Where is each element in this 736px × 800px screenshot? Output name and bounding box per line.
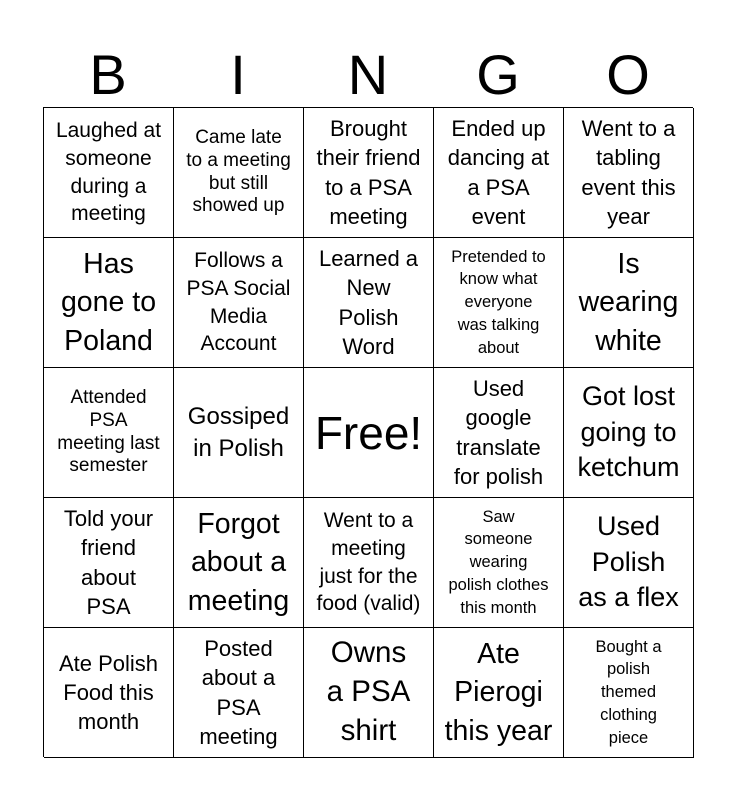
- bingo-cell-r2c1[interactable]: [44, 238, 174, 368]
- bingo-board: [43, 107, 693, 757]
- cell-text: Went to a tabling event this year: [581, 116, 676, 229]
- cell-text: Posted about a PSA meeting: [199, 636, 278, 749]
- bingo-cell-free[interactable]: [304, 368, 434, 498]
- cell-text: Forgot about a meeting: [187, 508, 290, 617]
- cell-text: Used Polish as a flex: [578, 511, 679, 613]
- bingo-cell-r4c4[interactable]: [434, 498, 564, 628]
- cell-text: Is wearing white: [578, 248, 679, 357]
- bingo-cell-r1c3[interactable]: [304, 108, 434, 238]
- bingo-cell-r2c2[interactable]: [174, 238, 304, 368]
- cell-text: Bought a polish themed clothing piece: [595, 637, 662, 747]
- bingo-cell-r4c1[interactable]: [44, 498, 174, 628]
- cell-text: Ended up dancing at a PSA event: [447, 116, 550, 229]
- bingo-cell-r3c2[interactable]: [174, 368, 304, 498]
- cell-text: Saw someone wearing polish clothes this month: [448, 507, 549, 617]
- cell-text: Follows a PSA Social Media Account: [186, 248, 291, 356]
- bingo-cell-r4c3[interactable]: [304, 498, 434, 628]
- cell-text: Told your friend about PSA: [63, 506, 154, 619]
- bingo-cell-r3c5[interactable]: [564, 368, 694, 498]
- cell-text: Used google translate for polish: [453, 376, 544, 489]
- cell-text: Laughed at someone during a meeting: [55, 118, 162, 226]
- bingo-cell-r5c2[interactable]: [174, 628, 304, 758]
- bingo-cell-r2c3[interactable]: [304, 238, 434, 368]
- header-letter-i: I: [230, 43, 246, 106]
- cell-text: Gossiped in Polish: [187, 402, 290, 462]
- header-letter-b: B: [89, 43, 127, 106]
- cell-text: Got lost going to ketchum: [577, 381, 680, 483]
- bingo-cell-r2c5[interactable]: [564, 238, 694, 368]
- cell-text: Owns a PSA shirt: [326, 636, 411, 747]
- bingo-cell-r4c5[interactable]: [564, 498, 694, 628]
- cell-text: Came late to a meeting but still showed up: [186, 126, 291, 217]
- bingo-cell-r3c4[interactable]: [434, 368, 564, 498]
- cell-text: Brought their friend to a PSA meeting: [316, 116, 421, 229]
- bingo-cell-r5c1[interactable]: [44, 628, 174, 758]
- cell-text: Attended PSA meeting last semester: [57, 386, 160, 477]
- bingo-cell-r5c5[interactable]: [564, 628, 694, 758]
- header-letter-n: N: [347, 43, 389, 106]
- cell-text: Has gone to Poland: [60, 248, 157, 357]
- bingo-cell-r5c4[interactable]: [434, 628, 564, 758]
- header-letter-g: G: [476, 43, 520, 106]
- bingo-cell-r5c3[interactable]: [304, 628, 434, 758]
- bingo-cell-r1c5[interactable]: [564, 108, 694, 238]
- bingo-cell-r1c2[interactable]: [174, 108, 304, 238]
- bingo-cell-r3c1[interactable]: [44, 368, 174, 498]
- bingo-header: [43, 40, 693, 110]
- cell-text: Pretended to know what everyone was talking about: [451, 247, 546, 357]
- bingo-cell-r1c1[interactable]: [44, 108, 174, 238]
- cell-text: Learned a New Polish Word: [318, 246, 419, 359]
- bingo-cell-r1c4[interactable]: [434, 108, 564, 238]
- bingo-cell-r4c2[interactable]: [174, 498, 304, 628]
- header-letter-o: O: [606, 43, 650, 106]
- free-space-text: Free!: [314, 406, 423, 459]
- cell-text: Ate Pierogi this year: [444, 638, 553, 747]
- bingo-cell-r2c4[interactable]: [434, 238, 564, 368]
- cell-text: Ate Polish Food this month: [58, 650, 159, 735]
- cell-text: Went to a meeting just for the food (valid): [316, 508, 421, 616]
